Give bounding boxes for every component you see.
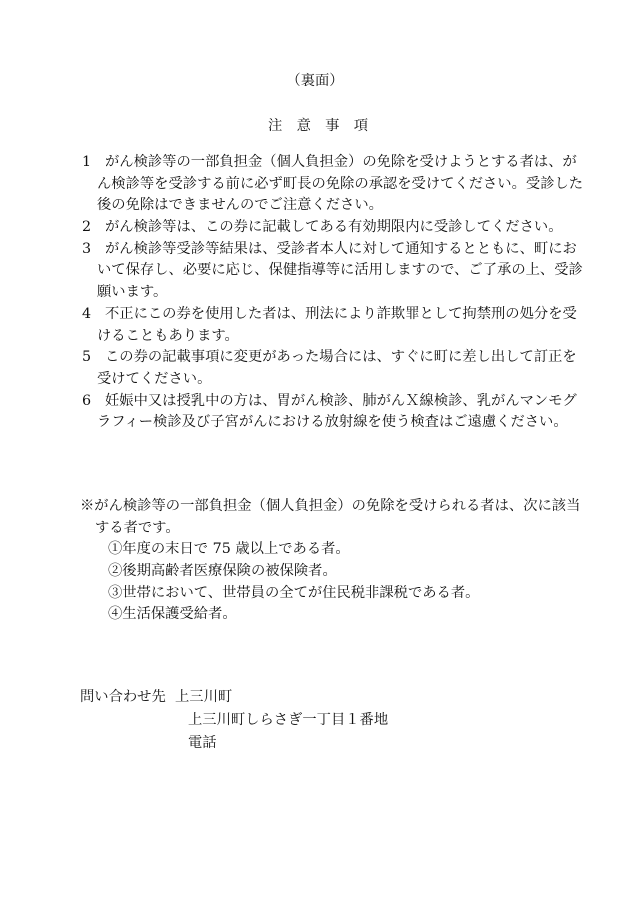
note-line <box>82 412 583 434</box>
note-text: 不正にこの券を使用した者は、刑法により詐欺罪として拘禁刑の処分を受 <box>105 305 577 322</box>
note-line <box>82 391 583 413</box>
note-line <box>82 239 583 261</box>
note-text: 受けてください。 <box>97 370 212 387</box>
note-text: がん検診等は、この券に記載してある有効期限内に受診してください。 <box>105 219 563 236</box>
note-line <box>82 174 583 196</box>
note-number: 5 <box>82 349 92 366</box>
notes-list <box>82 152 583 434</box>
exemption-section <box>80 496 580 626</box>
note-text: 願います。 <box>97 284 168 301</box>
note-number: 4 <box>82 305 92 322</box>
condition-item: ①年度の末日で 75 歳以上である者。 <box>108 541 350 558</box>
note-number: 3 <box>82 240 92 257</box>
note-text: がん検診等の一部負担金（個人負担金）の免除を受けようとする者は、が <box>105 154 577 170</box>
note-line <box>82 326 583 348</box>
exemption-line: ※がん検診等の一部負担金（個人負担金）の免除を受けられる者は、次に該当 <box>80 498 581 514</box>
note-number: 6 <box>82 392 92 409</box>
page-title: 注 意 事 項 <box>268 118 369 134</box>
condition-item: ②後期高齢者医療保険の被保険者。 <box>108 563 337 580</box>
note-text: ラフィー検診及び子宮がんにおける放射線を使う検査はご遠慮ください。 <box>97 414 568 431</box>
note-line <box>82 195 583 217</box>
note-line <box>82 369 583 391</box>
contact-phone-label: 電話 <box>188 735 217 751</box>
note-line <box>82 260 583 282</box>
condition-item: ③世帯において、世帯員の全てが住民税非課税である者。 <box>108 584 480 601</box>
exemption-line: する者です。 <box>95 519 180 536</box>
contact-label: 問い合わせ先 <box>80 689 166 705</box>
note-line <box>82 282 583 304</box>
note-text: がん検診等受診等結果は、受診者本人に対して通知するとともに、町にお <box>105 240 577 257</box>
note-text: ん検診等を受診する前に必ず町長の免除の承認を受けてください。受診した <box>97 175 584 192</box>
note-text: いて保存し、必要に応じ、保健指導等に活用しますので、ご了承の上、受診 <box>97 262 583 279</box>
note-line <box>82 217 583 239</box>
note-text: この券の記載事項に変更があった場合には、すぐに町に差し出して訂正を <box>105 349 577 366</box>
note-text: けることもあります。 <box>97 327 239 344</box>
contact-address: 上三川町しらさぎ一丁目１番地 <box>188 712 389 728</box>
note-text: 妊娠中又は授乳中の方は、胃がん検診、肺がんＸ線検診、乳がんマンモグ <box>105 392 577 409</box>
side-label: （裏面） <box>286 73 344 89</box>
note-line <box>82 347 583 369</box>
condition-item: ④生活保護受給者。 <box>108 606 237 623</box>
note-number: 1 <box>82 154 92 170</box>
note-line <box>82 304 583 326</box>
contact-name: 上三川町 <box>175 689 233 705</box>
note-line <box>82 152 583 174</box>
note-number: 2 <box>82 219 92 236</box>
note-text: 後の免除はできませんのでご注意ください。 <box>97 197 383 214</box>
